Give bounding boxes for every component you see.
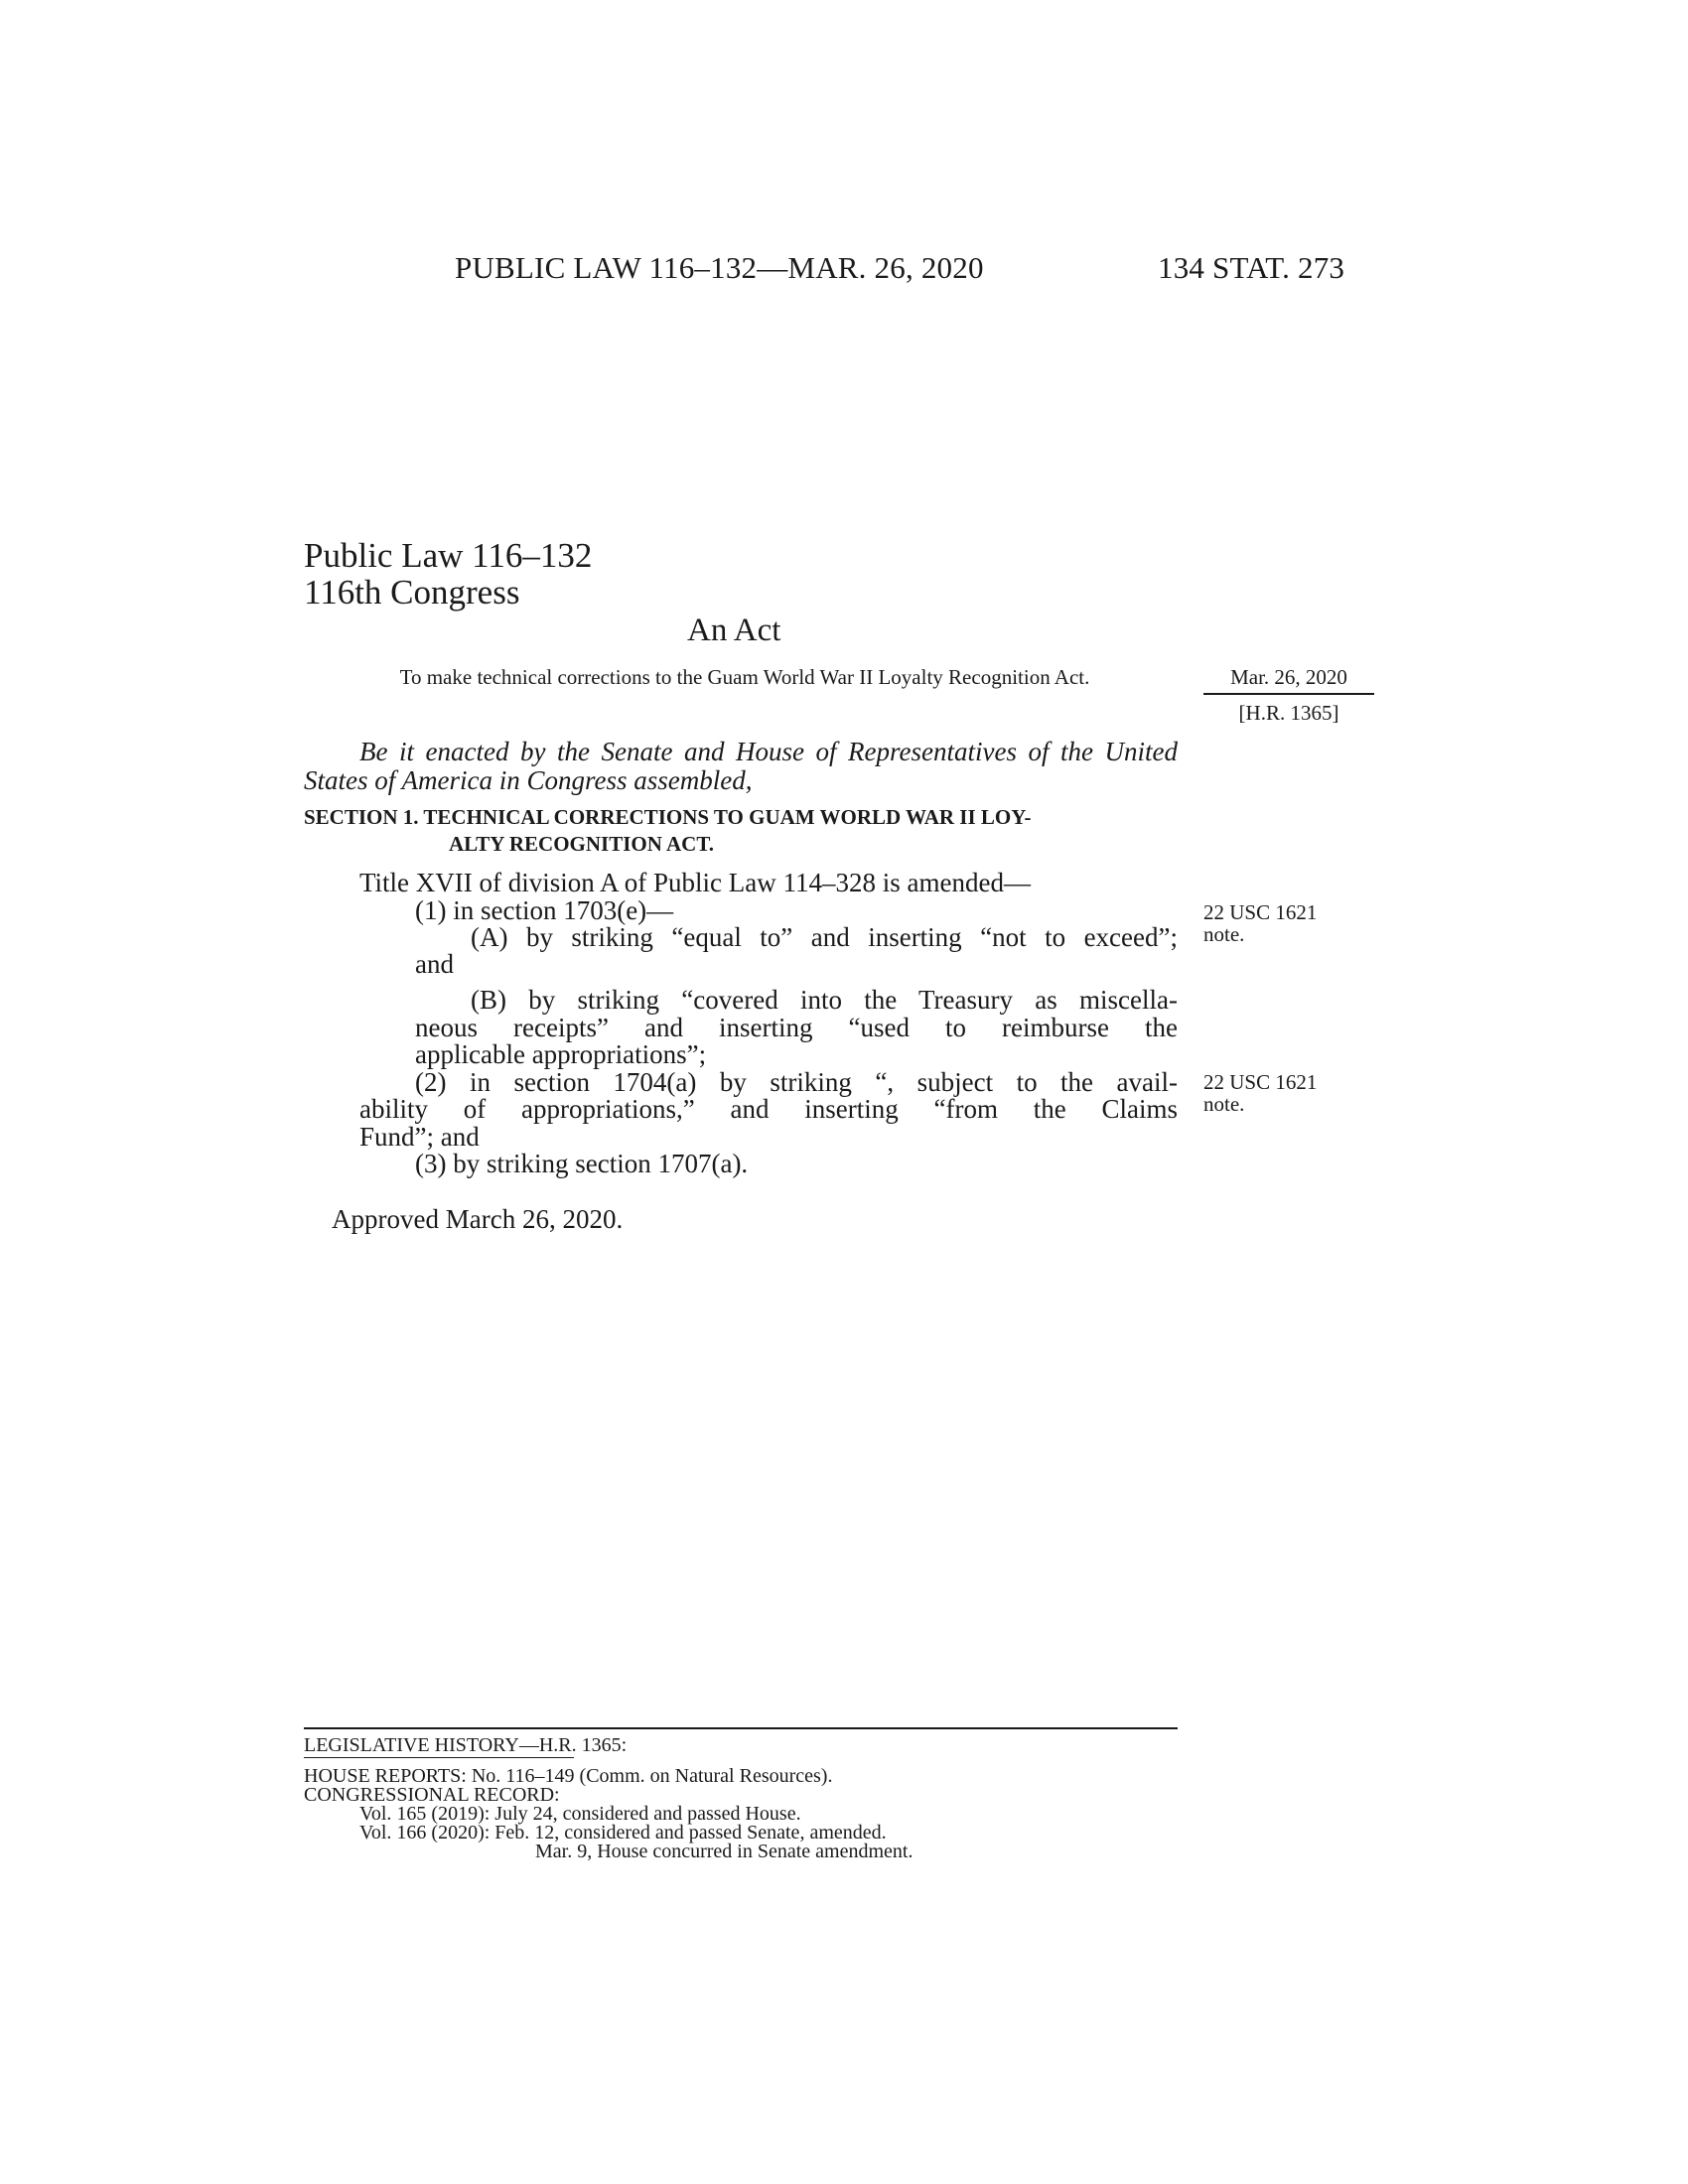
subparagraph-b-line2: neous receipts” and inserting “used to reimburse the bbox=[415, 1013, 1178, 1042]
paragraph-2-line2: ability of appropriations,” and inserting “from the Claims bbox=[359, 1094, 1178, 1124]
record-vol-166-line2: Mar. 9, House concurred in Senate amendment. bbox=[535, 1841, 914, 1862]
running-head-left: PUBLIC LAW 116–132—MAR. 26, 2020 bbox=[455, 250, 984, 285]
record-vol-165: Vol. 165 (2019): July 24, considered and passed House. bbox=[359, 1803, 801, 1825]
enacting-clause: Be it enacted by the Senate and House of Representatives of the United States of America in Congress assembled, bbox=[304, 737, 1178, 795]
margin-note-2-citation: 22 USC 1621 bbox=[1203, 1070, 1318, 1094]
subparagraph-a-line1: (A) by striking “equal to” and inserting “not to exceed”; bbox=[471, 922, 1178, 952]
section-heading-line2: ALTY RECOGNITION ACT. bbox=[449, 832, 715, 856]
section-heading-line1: SECTION 1. TECHNICAL CORRECTIONS TO GUAM WORLD WAR II LOY- bbox=[304, 805, 1032, 829]
margin-note-1 bbox=[1203, 901, 1317, 945]
enactment-date: Mar. 26, 2020 bbox=[1203, 665, 1374, 695]
legislative-history-rule bbox=[304, 1727, 1178, 1729]
public-law-number: Public Law 116–132 bbox=[304, 536, 593, 575]
congressional-record: CONGRESSIONAL RECORD: bbox=[304, 1784, 560, 1806]
paragraph-2-line3: Fund”; and bbox=[359, 1122, 480, 1152]
act-heading: An Act bbox=[687, 613, 781, 648]
approval-statement: Approved March 26, 2020. bbox=[332, 1204, 624, 1234]
paragraph-1: (1) in section 1703(e)— bbox=[415, 895, 674, 925]
purpose-text: To make technical corrections to the Guam World War II Loyalty Recognition Act. bbox=[399, 665, 1090, 689]
bill-number: [H.R. 1365] bbox=[1238, 701, 1339, 725]
running-head-right: 134 STAT. 273 bbox=[1158, 250, 1345, 285]
paragraph-3: (3) by striking section 1707(a). bbox=[415, 1149, 749, 1178]
paragraph-2-line1: (2) in section 1704(a) by striking “, subject to the avail- bbox=[415, 1067, 1178, 1097]
record-vol-166-line1: Vol. 166 (2020): Feb. 12, considered and passed Senate, amended. bbox=[359, 1822, 887, 1843]
subparagraph-a-line2: and bbox=[415, 949, 454, 979]
subparagraph-b-line1: (B) by striking “covered into the Treasury as miscella- bbox=[471, 985, 1178, 1015]
margin-note-1-citation: 22 USC 1621 bbox=[1203, 900, 1318, 924]
congress-number: 116th Congress bbox=[304, 573, 520, 612]
legislative-history-title: LEGISLATIVE HISTORY—H.R. 1365: bbox=[304, 1734, 628, 1756]
margin-note-1-note: note. bbox=[1203, 922, 1245, 946]
margin-note-2 bbox=[1203, 1071, 1317, 1115]
section-intro: Title XVII of division A of Public Law 114–328 is amended— bbox=[359, 868, 1031, 897]
legislative-history-title-underline bbox=[304, 1757, 574, 1758]
subparagraph-b-line3: applicable appropriations”; bbox=[415, 1039, 707, 1069]
date-box bbox=[1203, 665, 1374, 726]
house-reports: HOUSE REPORTS: No. 116–149 (Comm. on Natural Resources). bbox=[304, 1765, 833, 1787]
margin-note-2-note: note. bbox=[1203, 1092, 1245, 1116]
